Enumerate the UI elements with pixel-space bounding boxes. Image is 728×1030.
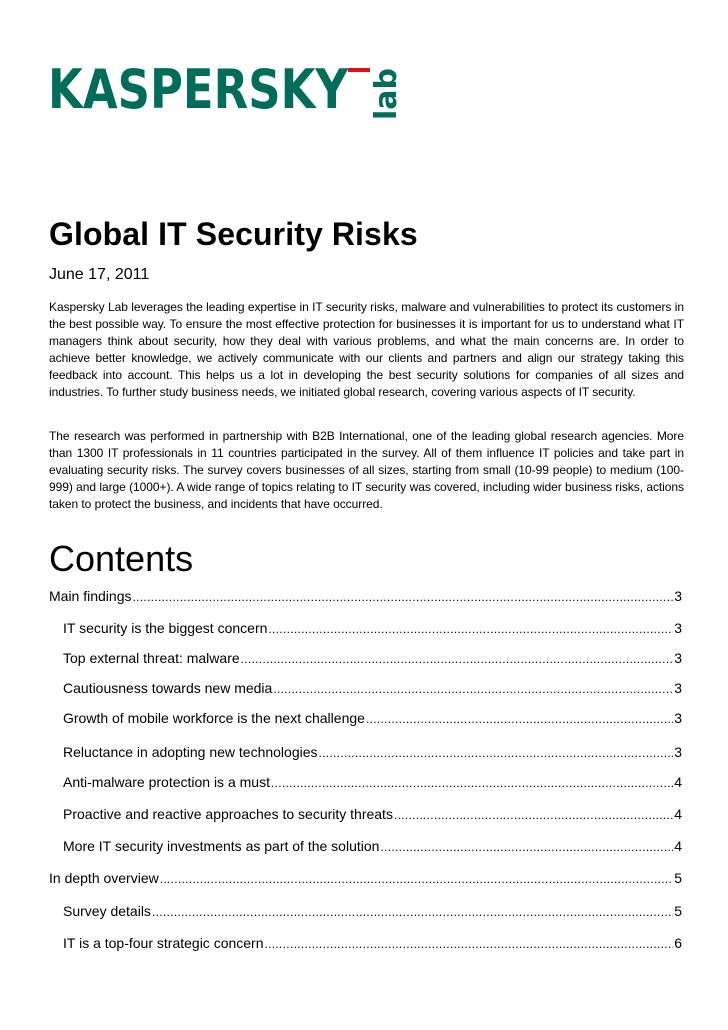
toc-entry-page: 4 [674,774,682,790]
toc-entry[interactable] [49,586,682,606]
toc-entry-page: 3 [674,710,682,726]
toc-entry[interactable] [49,868,682,888]
toc-entry-label: Cautiousness towards new media [63,680,273,696]
toc-entry-page: 3 [674,620,682,636]
toc-entry-page: 4 [674,838,682,854]
toc-entry-page: 5 [674,870,682,886]
intro-paragraph: Kaspersky Lab leverages the leading expertise in IT security risks, malware and vulnerabilities to protect its customers in the best possible way. To ensure the most effective protection for businesses it is important for us to understand what IT managers think about security, how they deal with various problems, and what the main concerns are. In order to achieve better knowledge, we actively communicate with our clients and partners and align our strategy taking this feedback into account. This helps us a lot in developing the best security solutions for companies of all sizes and industries. To further study business needs, we initiated global research, covering various aspects of IT security. [49,300,684,399]
toc-dot-leader [366,709,673,729]
toc-entry-label: In depth overview [49,870,159,886]
toc-dot-leader [133,587,674,607]
toc-entry[interactable] [49,804,682,824]
toc-entry-page: 5 [674,903,682,919]
toc-entry-page: 4 [674,806,682,822]
toc-entry-label: Main findings [49,588,132,604]
toc-entry[interactable] [49,678,682,698]
toc-entry-label: Anti-malware protection is a must [63,774,270,790]
toc-entry-label: Top external threat: malware [63,650,240,666]
toc-dot-leader [152,902,673,922]
logo-accent-bar [348,68,370,72]
research-paragraph: The research was performed in partnership with B2B International, one of the leading global research agencies. More than 1300 IT professionals in 11 countries participated in the survey. All of them influence IT policies and take part in evaluating security risks. The survey covers businesses of all sizes, starting from small (10-99 people) to medium (100-999) and large (1000+). A wide range of topics relating to IT security was covered, including wider business risks, actions taken to protect the business, and incidents that have occurred. [49,429,684,511]
toc-entry[interactable] [49,772,682,792]
kaspersky-lab-logo [46,48,406,140]
toc-entry[interactable] [49,618,682,638]
toc-entry-label: Growth of mobile workforce is the next challenge [63,710,365,726]
toc-entry[interactable] [49,708,682,728]
toc-entry-label: IT security is the biggest concern [63,620,268,636]
toc-entry[interactable] [49,836,682,856]
toc-dot-leader [241,649,674,669]
toc-entry-page: 3 [674,588,682,604]
contents-heading: Contents [49,538,194,579]
toc-entry-label: Survey details [63,903,151,919]
toc-entry-page: 3 [674,744,682,760]
document-title: Global IT Security Risks [49,216,418,252]
toc-entry-page: 3 [674,680,682,696]
toc-entry[interactable] [49,933,682,953]
toc-entry-page: 6 [674,935,682,951]
toc-entry[interactable] [49,648,682,668]
toc-entry-label: IT is a top-four strategic concern [63,935,264,951]
toc-dot-leader [265,934,674,954]
toc-entry-label: More IT security investments as part of the solution [63,838,380,854]
toc-dot-leader [268,619,673,639]
toc-entry-label: Proactive and reactive approaches to security threats [63,806,393,822]
toc-dot-leader [380,837,673,857]
logo-lab-text: lab [369,67,404,120]
toc-entry-page: 3 [674,650,682,666]
logo-graphic [46,48,406,140]
logo-wordmark: KASPERSKY [48,58,355,121]
toc-dot-leader [394,805,673,825]
toc-entry[interactable] [49,742,682,762]
toc-dot-leader [271,773,673,793]
document-date: June 17, 2011 [49,266,150,283]
toc-entry[interactable] [49,901,682,921]
toc-entry-label: Reluctance in adopting new technologies [63,744,318,760]
toc-dot-leader [319,743,674,763]
toc-dot-leader [160,869,673,889]
toc-dot-leader [273,679,673,699]
